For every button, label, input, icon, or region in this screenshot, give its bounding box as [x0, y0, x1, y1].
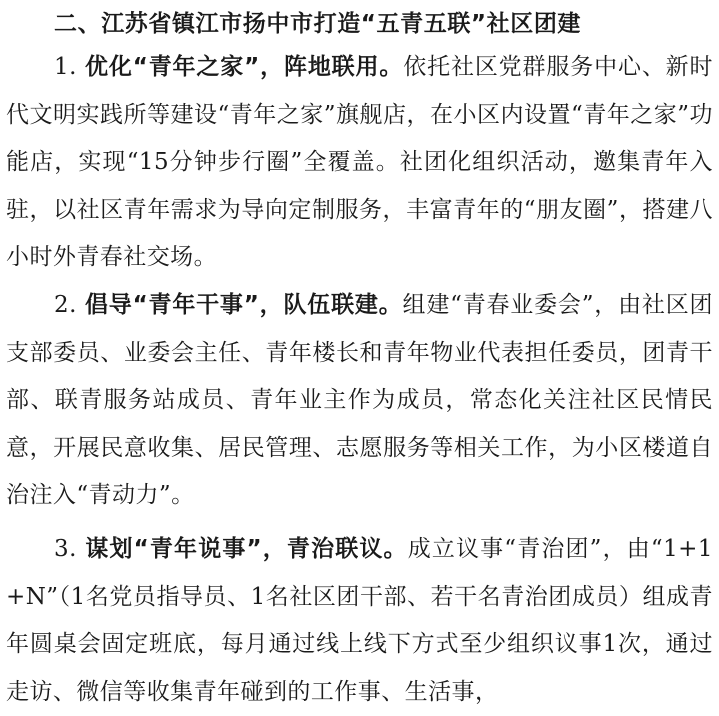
paragraph-2-number: 2. — [54, 291, 85, 318]
paragraph-2 — [6, 282, 713, 520]
section-heading: 二、江苏省镇江市扬中市打造“五青五联”社区团建 — [54, 11, 582, 37]
paragraph-3-body: 成立议事“青治团”，由“1+1+N”（1名党员指导员、1名社区团干部、若干名青治团成员）组成青年圆桌会固定班底，每月通过线上线下方式至少组织议事1次，通过走访、微信等收集青年碰到的工作事、生活事， — [6, 535, 713, 705]
paragraph-2-body: 组建“青春业委会”，由社区团支部委员、业委会主任、青年楼长和青年物业代表担任委员，团青干部、联青服务站成员、青年业主作为成员，常态化关注社区民情民意，开展民意收集、居民管理、志愿服务等相关工作，为小区楼道自治注入“青动力”。 — [6, 291, 713, 509]
paragraph-3-number: 3. — [54, 535, 86, 562]
paragraph-1-lead: 优化“青年之家”，阵地联用。 — [85, 54, 404, 80]
paragraph-1 — [6, 44, 713, 282]
paragraph-2-lead: 倡导“青年干事”，队伍联建。 — [84, 291, 403, 318]
paragraph-1-number: 1. — [54, 54, 86, 80]
paragraph-3 — [6, 526, 713, 716]
paragraph-3-lead: 谋划“青年说事”，青治联议。 — [85, 535, 408, 562]
paragraph-1-body: 依托社区党群服务中心、新时代文明实践所等建设“青年之家”旗舰店，在小区内设置“青年之家”功能店，实现“15分钟步行圈”全覆盖。社团化组织活动，邀集青年入驻，以社区青年需求为导向定制服务，丰富青年的“朋友圈”，搭建八小时外青春社交场。 — [6, 54, 713, 271]
